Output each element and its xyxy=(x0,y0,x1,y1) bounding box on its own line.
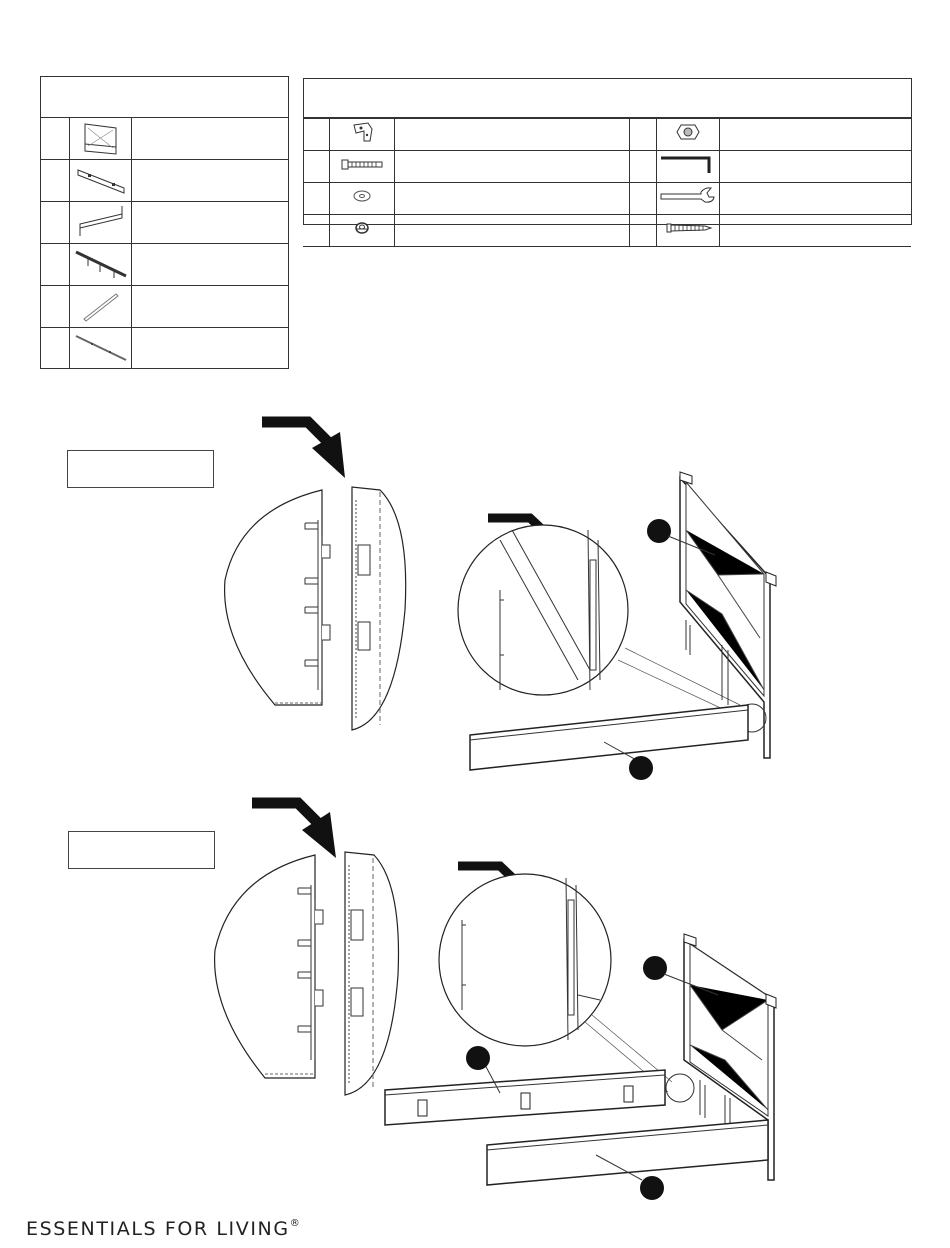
parts-row xyxy=(41,160,288,202)
hardware-desc-cell xyxy=(720,215,912,247)
hardware-panel-header xyxy=(304,79,911,118)
parts-panel-header xyxy=(41,77,288,118)
hardware-letter-cell xyxy=(630,151,657,183)
center-rail-icon xyxy=(70,328,132,369)
screw-icon xyxy=(657,215,720,247)
hardware-row xyxy=(303,215,911,247)
hardware-letter-cell xyxy=(303,215,330,247)
brand-name: ESSENTIALS FOR LIVING xyxy=(26,1218,290,1240)
hardware-row xyxy=(303,151,911,183)
part-letter-cell xyxy=(41,244,70,285)
part-desc-cell xyxy=(132,118,288,159)
brand-logo xyxy=(26,1218,301,1240)
hardware-table xyxy=(303,118,911,247)
spring-washer-icon xyxy=(330,215,395,247)
flat-washer-icon xyxy=(330,183,395,215)
zoom-detail-circle xyxy=(439,874,672,1092)
slat-icon xyxy=(70,286,132,327)
allen-key-icon xyxy=(657,151,720,183)
hardware-letter-cell xyxy=(303,183,330,215)
zoom-detail-circle xyxy=(458,525,742,718)
arrow-icon xyxy=(262,422,345,478)
headboard-drawing xyxy=(666,934,776,1180)
lock-nut-icon xyxy=(657,119,720,151)
hardware-desc-cell xyxy=(720,183,912,215)
hardware-letter-cell xyxy=(303,151,330,183)
footboard-rail-icon xyxy=(70,202,132,243)
hardware-desc-cell xyxy=(395,151,630,183)
side-rail-icon xyxy=(70,160,132,201)
part-letter-cell xyxy=(41,118,70,159)
hardware-letter-cell xyxy=(630,119,657,151)
parts-row xyxy=(41,244,288,286)
part-desc-cell xyxy=(132,286,288,327)
callout-marker xyxy=(647,519,671,543)
hardware-letter-cell xyxy=(630,215,657,247)
step-2-label-box xyxy=(68,831,215,869)
callout-marker xyxy=(466,1046,490,1070)
callout-marker xyxy=(640,1176,664,1200)
callout-marker xyxy=(643,956,667,980)
hardware-desc-cell xyxy=(720,151,912,183)
side-rail-drawing xyxy=(385,1063,665,1125)
parts-panel xyxy=(40,76,289,369)
hardware-letter-cell xyxy=(303,119,330,151)
parts-row xyxy=(41,202,288,244)
step-1-label-box xyxy=(67,450,214,488)
hardware-desc-cell xyxy=(395,183,630,215)
hardware-desc-cell xyxy=(395,119,630,151)
hardware-letter-cell xyxy=(630,183,657,215)
part-letter-cell xyxy=(41,202,70,243)
part-desc-cell xyxy=(132,202,288,243)
part-desc-cell xyxy=(132,244,288,285)
part-letter-cell xyxy=(41,328,70,369)
bracket-detail-circle xyxy=(215,852,399,1095)
arrow-icon xyxy=(458,866,540,916)
headboard-icon xyxy=(70,118,132,159)
parts-list xyxy=(41,118,288,369)
part-desc-cell xyxy=(132,328,288,369)
arrow-icon xyxy=(488,518,568,566)
callout-marker xyxy=(629,756,653,780)
parts-row xyxy=(41,286,288,328)
headboard-drawing xyxy=(680,472,776,758)
hardware-row xyxy=(303,183,911,215)
side-rail-drawing xyxy=(470,705,748,770)
bracket-detail-circle xyxy=(225,487,406,730)
bracket-icon xyxy=(330,119,395,151)
parts-row xyxy=(41,328,288,369)
hardware-desc-cell xyxy=(720,119,912,151)
wrench-icon xyxy=(657,183,720,215)
parts-row xyxy=(41,118,288,160)
part-letter-cell xyxy=(41,286,70,327)
center-support-icon xyxy=(70,244,132,285)
arrow-icon xyxy=(252,803,336,858)
part-letter-cell xyxy=(41,160,70,201)
registered-mark: ® xyxy=(289,1217,302,1229)
bolt-icon xyxy=(330,151,395,183)
hardware-desc-cell xyxy=(395,215,630,247)
hardware-panel xyxy=(303,78,912,225)
part-desc-cell xyxy=(132,160,288,201)
hardware-row xyxy=(303,119,911,151)
side-rail-drawing xyxy=(487,1120,768,1185)
